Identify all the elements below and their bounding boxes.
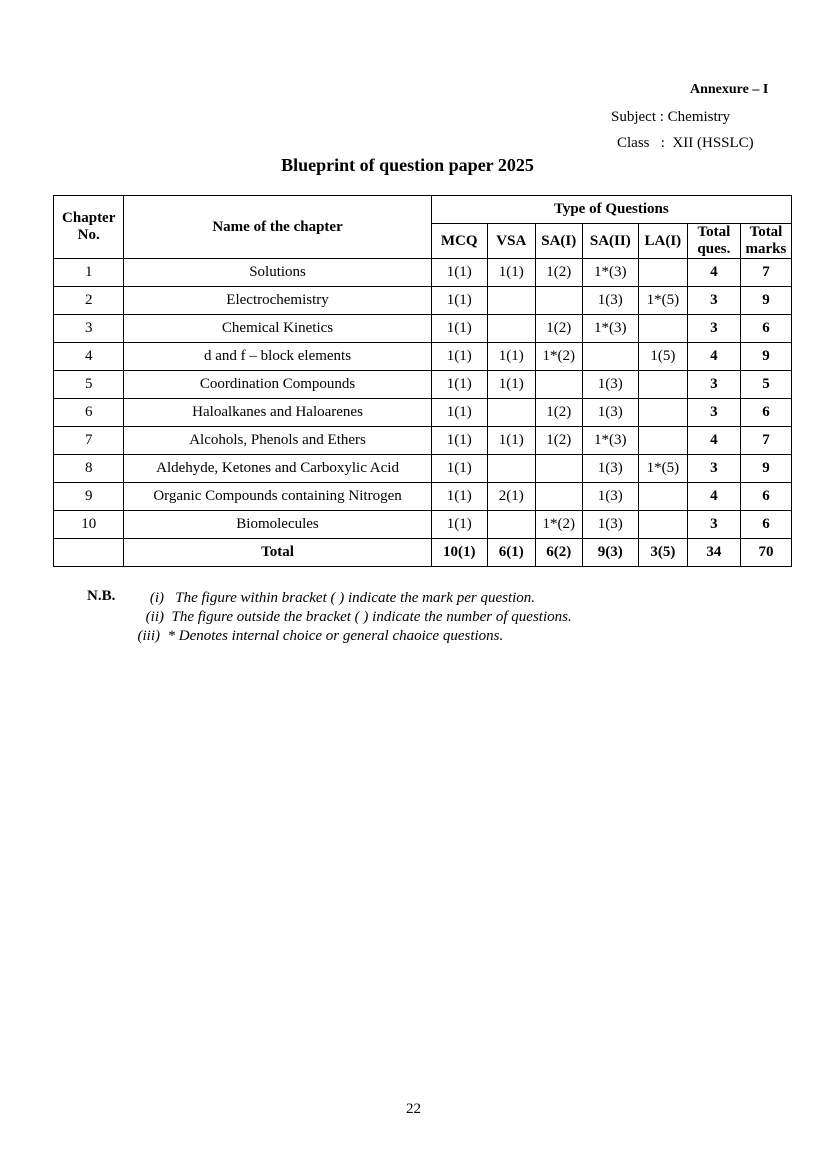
sa1-cell [535, 371, 582, 399]
chapter-name-cell: Alcohols, Phenols and Ethers [124, 427, 431, 455]
sa1-cell: 1*(2) [535, 343, 582, 371]
mcq-cell: 1(1) [431, 315, 487, 343]
table-row [54, 455, 792, 483]
total-ques-cell: 4 [687, 427, 740, 455]
chapter-name-cell: Organic Compounds containing Nitrogen [124, 483, 431, 511]
header-total-ques: Total ques. [687, 224, 740, 259]
mcq-cell: 1(1) [431, 371, 487, 399]
total-ques-sum: 34 [687, 539, 740, 567]
sa2-cell: 1*(3) [582, 259, 638, 287]
chapter-name-cell: Aldehyde, Ketones and Carboxylic Acid [124, 455, 431, 483]
chapter-no-cell: 3 [54, 315, 124, 343]
chapter-no-cell: 1 [54, 259, 124, 287]
note-item [146, 590, 535, 607]
la1-cell: 1(5) [638, 343, 687, 371]
note-item [134, 628, 503, 645]
sa1-cell: 1*(2) [535, 511, 582, 539]
nb-label: N.B. [87, 588, 116, 604]
la1-cell [638, 399, 687, 427]
total-label: Total [124, 539, 431, 567]
sa2-cell: 1(3) [582, 399, 638, 427]
total-ques-cell: 3 [687, 455, 740, 483]
page-title-text: Blueprint of question paper 2025 [281, 155, 534, 175]
total-marks-cell: 9 [740, 343, 791, 371]
table-row [54, 483, 792, 511]
page-title [0, 155, 827, 176]
total-la1: 3(5) [638, 539, 687, 567]
la1-cell: 1*(5) [638, 287, 687, 315]
sa2-cell: 1(3) [582, 511, 638, 539]
sa2-cell: 1(3) [582, 455, 638, 483]
total-marks-cell: 7 [740, 427, 791, 455]
note-item [142, 609, 572, 626]
sa2-cell: 1*(3) [582, 315, 638, 343]
vsa-cell [487, 315, 535, 343]
table-row [54, 315, 792, 343]
note-number: (ii) [145, 609, 164, 625]
mcq-cell: 1(1) [431, 427, 487, 455]
table-row [54, 343, 792, 371]
la1-cell [638, 511, 687, 539]
la1-cell: 1*(5) [638, 455, 687, 483]
vsa-cell: 1(1) [487, 371, 535, 399]
table-row [54, 427, 792, 455]
header-la1: LA(I) [638, 224, 687, 259]
table-row [54, 399, 792, 427]
total-marks-cell: 7 [740, 259, 791, 287]
la1-cell [638, 371, 687, 399]
total-ques-cell: 4 [687, 259, 740, 287]
sa1-cell [535, 455, 582, 483]
total-mcq: 10(1) [431, 539, 487, 567]
note-number: (iii) [137, 628, 160, 644]
chapter-no-cell: 4 [54, 343, 124, 371]
chapter-no-cell: 10 [54, 511, 124, 539]
total-marks-cell: 6 [740, 315, 791, 343]
sa2-cell: 1(3) [582, 483, 638, 511]
total-marks-cell: 5 [740, 371, 791, 399]
mcq-cell: 1(1) [431, 259, 487, 287]
total-row-blank-cell [54, 539, 124, 567]
vsa-cell: 1(1) [487, 427, 535, 455]
table-row [54, 259, 792, 287]
table-row [54, 287, 792, 315]
total-ques-cell: 3 [687, 287, 740, 315]
total-ques-cell: 3 [687, 371, 740, 399]
total-sa2: 9(3) [582, 539, 638, 567]
mcq-cell: 1(1) [431, 343, 487, 371]
sa1-cell: 1(2) [535, 259, 582, 287]
total-ques-cell: 3 [687, 315, 740, 343]
total-ques-cell: 3 [687, 511, 740, 539]
chapter-name-cell: Solutions [124, 259, 431, 287]
header-vsa: VSA [487, 224, 535, 259]
header-sa2: SA(II) [582, 224, 638, 259]
chapter-no-cell: 5 [54, 371, 124, 399]
la1-cell [638, 315, 687, 343]
la1-cell [638, 259, 687, 287]
chapter-name-cell: Coordination Compounds [124, 371, 431, 399]
sa2-cell: 1*(3) [582, 427, 638, 455]
total-marks-cell: 6 [740, 483, 791, 511]
note-text: The figure within bracket ( ) indicate the mark per question. [175, 590, 536, 606]
vsa-cell [487, 399, 535, 427]
sa2-cell: 1(3) [582, 371, 638, 399]
class-line: Class : XII (HSSLC) [617, 135, 754, 151]
chapter-no-cell: 6 [54, 399, 124, 427]
header-type-of-questions: Type of Questions [431, 196, 791, 224]
vsa-cell: 2(1) [487, 483, 535, 511]
total-marks-cell: 6 [740, 511, 791, 539]
table-row [54, 511, 792, 539]
chapter-name-cell: d and f – block elements [124, 343, 431, 371]
total-ques-cell: 4 [687, 343, 740, 371]
sa1-cell: 1(2) [535, 315, 582, 343]
note-number: (i) [149, 590, 164, 606]
note-text: The figure outside the bracket ( ) indicate the number of questions. [171, 609, 572, 625]
mcq-cell: 1(1) [431, 399, 487, 427]
header-mcq: MCQ [431, 224, 487, 259]
blueprint-table [53, 195, 792, 567]
total-sa1: 6(2) [535, 539, 582, 567]
page-number: 22 [406, 1101, 421, 1117]
header-total-marks: Total marks [740, 224, 791, 259]
total-vsa: 6(1) [487, 539, 535, 567]
total-marks-cell: 9 [740, 287, 791, 315]
header-chapter-name: Name of the chapter [124, 196, 431, 259]
sa1-cell: 1(2) [535, 399, 582, 427]
total-ques-cell: 4 [687, 483, 740, 511]
vsa-cell [487, 287, 535, 315]
chapter-no-cell: 9 [54, 483, 124, 511]
total-marks-sum: 70 [740, 539, 791, 567]
chapter-no-cell: 7 [54, 427, 124, 455]
vsa-cell [487, 455, 535, 483]
mcq-cell: 1(1) [431, 455, 487, 483]
total-marks-cell: 6 [740, 399, 791, 427]
la1-cell [638, 483, 687, 511]
sa2-cell [582, 343, 638, 371]
total-marks-cell: 9 [740, 455, 791, 483]
total-ques-cell: 3 [687, 399, 740, 427]
la1-cell [638, 427, 687, 455]
chapter-name-cell: Electrochemistry [124, 287, 431, 315]
chapter-name-cell: Biomolecules [124, 511, 431, 539]
subject-line: Subject : Chemistry [611, 109, 731, 125]
sa1-cell: 1(2) [535, 427, 582, 455]
vsa-cell: 1(1) [487, 259, 535, 287]
chapter-no-cell: 8 [54, 455, 124, 483]
sa1-cell [535, 287, 582, 315]
header-sa1: SA(I) [535, 224, 582, 259]
header-chapter-no: Chapter No. [54, 196, 124, 259]
table-row [54, 371, 792, 399]
vsa-cell: 1(1) [487, 343, 535, 371]
chapter-name-cell: Chemical Kinetics [124, 315, 431, 343]
annexure-label: Annexure – I [690, 82, 769, 97]
total-row [54, 539, 792, 567]
sa1-cell [535, 483, 582, 511]
vsa-cell [487, 511, 535, 539]
note-text: * Denotes internal choice or general chaoice questions. [167, 628, 504, 644]
mcq-cell: 1(1) [431, 287, 487, 315]
chapter-name-cell: Haloalkanes and Haloarenes [124, 399, 431, 427]
chapter-no-cell: 2 [54, 287, 124, 315]
sa2-cell: 1(3) [582, 287, 638, 315]
mcq-cell: 1(1) [431, 511, 487, 539]
mcq-cell: 1(1) [431, 483, 487, 511]
